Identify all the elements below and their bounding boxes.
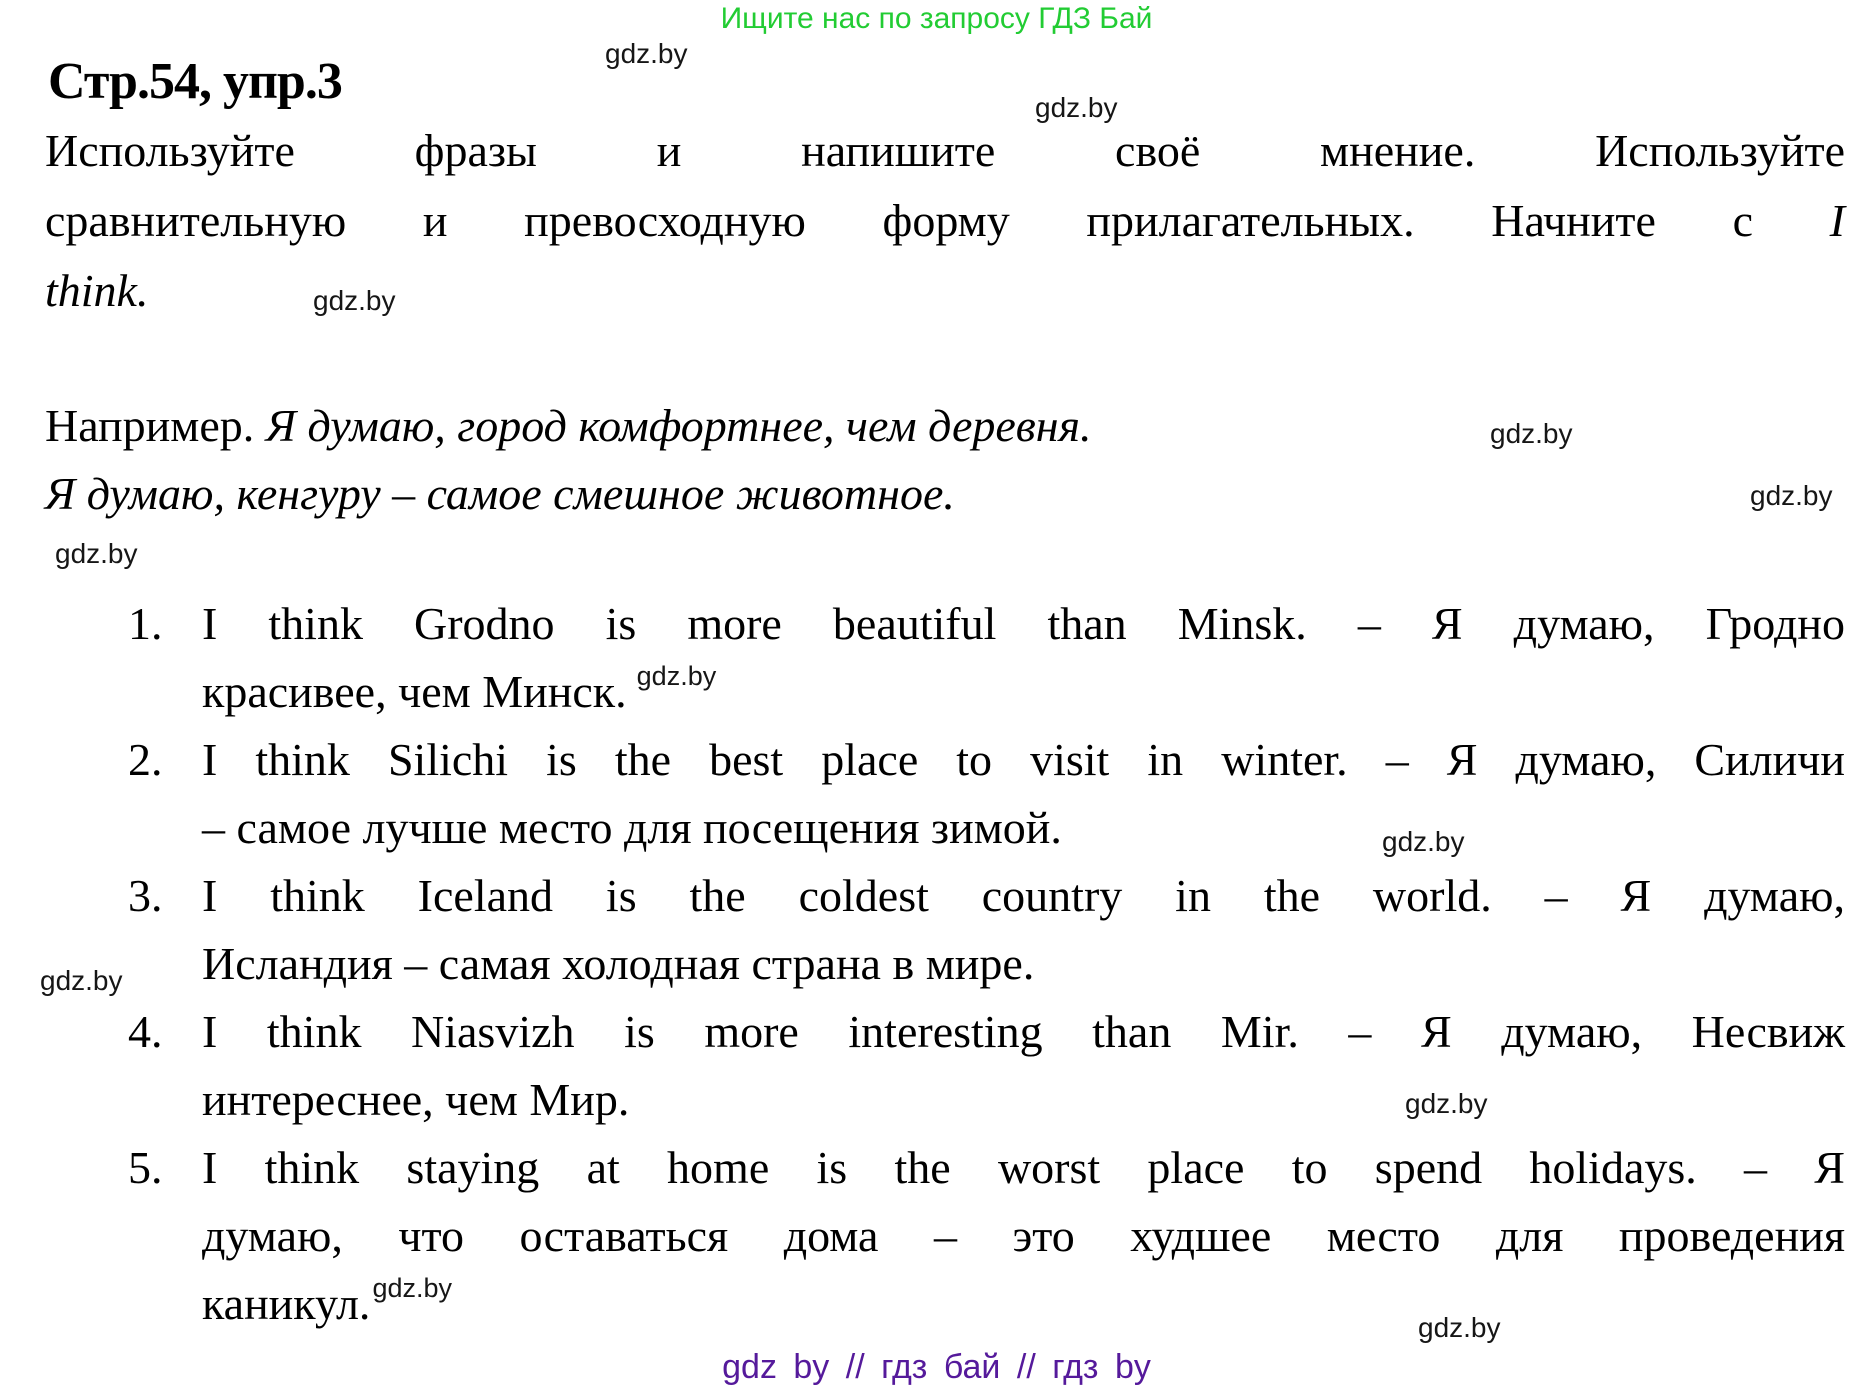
page-title: Стр.54, упр.3: [48, 53, 342, 110]
item-4-line-1: I think Niasvizh is more interesting than Mir. – Я думаю, Несвиж: [202, 1006, 1845, 1057]
watermark-gdz-inline-1: gdz.by: [636, 661, 717, 691]
item-5-line-2: думаю, что оставаться дома – это худшее место для проведения: [202, 1210, 1845, 1261]
item-5-line-3-text: каникул.: [202, 1278, 371, 1329]
watermark-gdz-3: gdz.by: [313, 285, 396, 316]
item-4-line-2: интереснее, чем Мир.: [202, 1074, 630, 1125]
item-4-number: 4.: [128, 1006, 163, 1057]
item-2-number: 2.: [128, 734, 163, 785]
promo-banner: Ищите нас по запросу ГДЗ Бай: [720, 2, 1153, 35]
watermark-gdz-4: gdz.by: [1490, 418, 1573, 449]
item-5-line-3: [202, 1270, 1845, 1338]
example-line-1: [45, 392, 1845, 460]
answer-item-1: [128, 590, 1845, 726]
watermark-gdz-6: gdz.by: [55, 538, 138, 569]
item-5-number: 5.: [128, 1142, 163, 1193]
item-3-line-2: Исландия – самая холодная страна в мире.: [202, 938, 1035, 989]
answer-item-2: [128, 726, 1845, 862]
watermark-gdz-9: gdz.by: [1405, 1088, 1488, 1119]
item-2-line-2: – самое лучше место для посещения зимой.: [202, 802, 1062, 853]
task-line-1: Используйте фразы и напишите своё мнение. Используйте: [45, 125, 1845, 176]
item-1-number: 1.: [128, 598, 163, 649]
watermark-gdz-inline-2: gdz.by: [372, 1273, 452, 1303]
watermark-gdz-1: gdz.by: [605, 38, 688, 69]
task-line-2: [45, 186, 1845, 256]
watermark-gdz-2: gdz.by: [1035, 92, 1118, 123]
answer-item-5: [128, 1134, 1845, 1338]
example-sentence-1: Я думаю, город комфортнее, чем деревня.: [265, 400, 1092, 451]
task-line-3: think.: [45, 265, 149, 316]
watermark-gdz-7: gdz.by: [1382, 826, 1465, 857]
example-block: [45, 392, 1845, 528]
item-1-line-1: I think Grodno is more beautiful than Minsk. – Я думаю, Гродно: [202, 598, 1845, 649]
task-line-2-regular: сравнительную и превосходную форму прилагательных. Начните с: [45, 195, 1830, 246]
answer-item-4: [128, 998, 1845, 1134]
item-3-number: 3.: [128, 870, 163, 921]
answer-list: [128, 590, 1845, 1338]
task-line-2-italic: I: [1829, 195, 1845, 246]
answer-item-3: [128, 862, 1845, 998]
example-label: Например.: [45, 400, 266, 451]
item-1-line-2: [202, 658, 1845, 726]
item-2-line-1: I think Silichi is the best place to visit in winter. – Я думаю, Силичи: [202, 734, 1845, 785]
item-1-line-2-text: красивее, чем Минск.: [202, 666, 627, 717]
watermark-gdz-10: gdz.by: [1418, 1312, 1501, 1343]
example-sentence-2: Я думаю, кенгуру – самое смешное животное.: [45, 468, 955, 519]
watermark-gdz-5: gdz.by: [1750, 480, 1833, 511]
footer-sitename: gdz by // гдз бай // гдз by: [722, 1348, 1151, 1386]
item-3-line-1: I think Iceland is the coldest country in the world. – Я думаю,: [202, 870, 1845, 921]
item-5-line-1: I think staying at home is the worst place to spend holidays. – Я: [202, 1142, 1845, 1193]
watermark-gdz-8: gdz.by: [40, 965, 123, 996]
task-description: [45, 116, 1845, 326]
